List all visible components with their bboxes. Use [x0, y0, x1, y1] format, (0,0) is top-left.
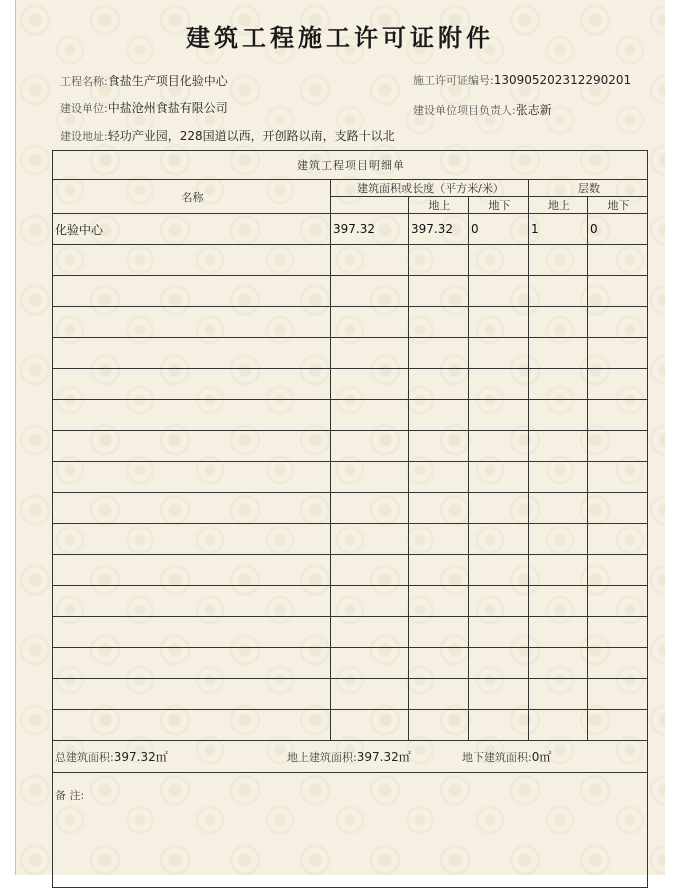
table-row-empty — [53, 276, 648, 307]
page-edge — [15, 0, 16, 875]
column-header-name: 名称 — [53, 180, 331, 214]
table-row-empty — [53, 648, 648, 679]
table-row-empty — [53, 462, 648, 493]
table-row-empty — [53, 493, 648, 524]
remarks-row — [53, 773, 648, 888]
column-header-area-above: 地上 — [409, 197, 469, 214]
cell-floors-below: 0 — [588, 214, 648, 245]
table-row-empty — [53, 586, 648, 617]
manager-field — [413, 101, 552, 118]
builder-field — [60, 99, 228, 116]
below-ground-area — [462, 748, 551, 765]
remarks-label: 备 注: — [55, 789, 85, 802]
project-name-field — [60, 72, 228, 89]
cell-area-below: 0 — [469, 214, 529, 245]
cell-floors-above: 1 — [529, 214, 588, 245]
above-ground-area — [287, 748, 462, 765]
table-row-empty — [53, 369, 648, 400]
table-row-empty — [53, 431, 648, 462]
above-area-value: 397.32㎡ — [356, 750, 411, 764]
below-area-value: 0㎡ — [531, 750, 552, 764]
address-field — [60, 127, 395, 144]
table-row-empty — [53, 710, 648, 741]
table-row-empty — [53, 307, 648, 338]
column-header-floors-below: 地下 — [588, 197, 648, 214]
document-title: 建筑工程施工许可证附件 — [186, 23, 494, 52]
project-detail-table — [52, 150, 648, 888]
table-row-empty — [53, 524, 648, 555]
remarks-cell — [53, 773, 648, 888]
permit-number-label: 施工许可证编号: — [413, 74, 494, 87]
cell-area-above: 397.32 — [409, 214, 469, 245]
column-header-area-total — [331, 197, 409, 214]
total-area — [55, 748, 287, 765]
permit-number-field — [413, 72, 631, 88]
above-area-label: 地上建筑面积: — [287, 751, 357, 764]
column-header-area-below: 地下 — [469, 197, 529, 214]
table-row-empty — [53, 555, 648, 586]
summary-row — [53, 741, 648, 773]
project-name-value: 食盐生产项目化验中心 — [107, 74, 228, 88]
manager-value: 张志新 — [515, 103, 552, 117]
table-row-empty — [53, 338, 648, 369]
builder-value: 中盐沧州食盐有限公司 — [107, 101, 228, 115]
table-row-empty — [53, 617, 648, 648]
manager-label: 建设单位项目负责人: — [413, 104, 516, 117]
table-row-empty — [53, 400, 648, 431]
permit-number-value: 130905202312290201 — [493, 73, 632, 87]
cell-area: 397.32 — [331, 214, 409, 245]
summary-cell — [53, 741, 648, 773]
address-label: 建设地址: — [60, 130, 108, 143]
project-name-label: 工程名称: — [60, 75, 108, 88]
table-row-empty — [53, 679, 648, 710]
builder-label: 建设单位: — [60, 102, 108, 115]
table-row — [53, 214, 648, 245]
table-caption: 建筑工程项目明细单 — [53, 151, 648, 180]
table-row-empty — [53, 245, 648, 276]
address-value: 轻功产业园，228国道以西，开创路以南，支路十以北 — [107, 129, 395, 143]
column-header-floors: 层数 — [529, 180, 648, 197]
total-area-label: 总建筑面积: — [55, 751, 114, 764]
column-header-area: 建筑面积或长度（平方米/米） — [331, 180, 529, 197]
column-header-floors-above: 地上 — [529, 197, 588, 214]
below-area-label: 地下建筑面积: — [462, 751, 532, 764]
permit-attachment-page — [15, 0, 665, 875]
total-area-value: 397.32㎡ — [113, 750, 168, 764]
cell-name: 化验中心 — [53, 214, 331, 245]
